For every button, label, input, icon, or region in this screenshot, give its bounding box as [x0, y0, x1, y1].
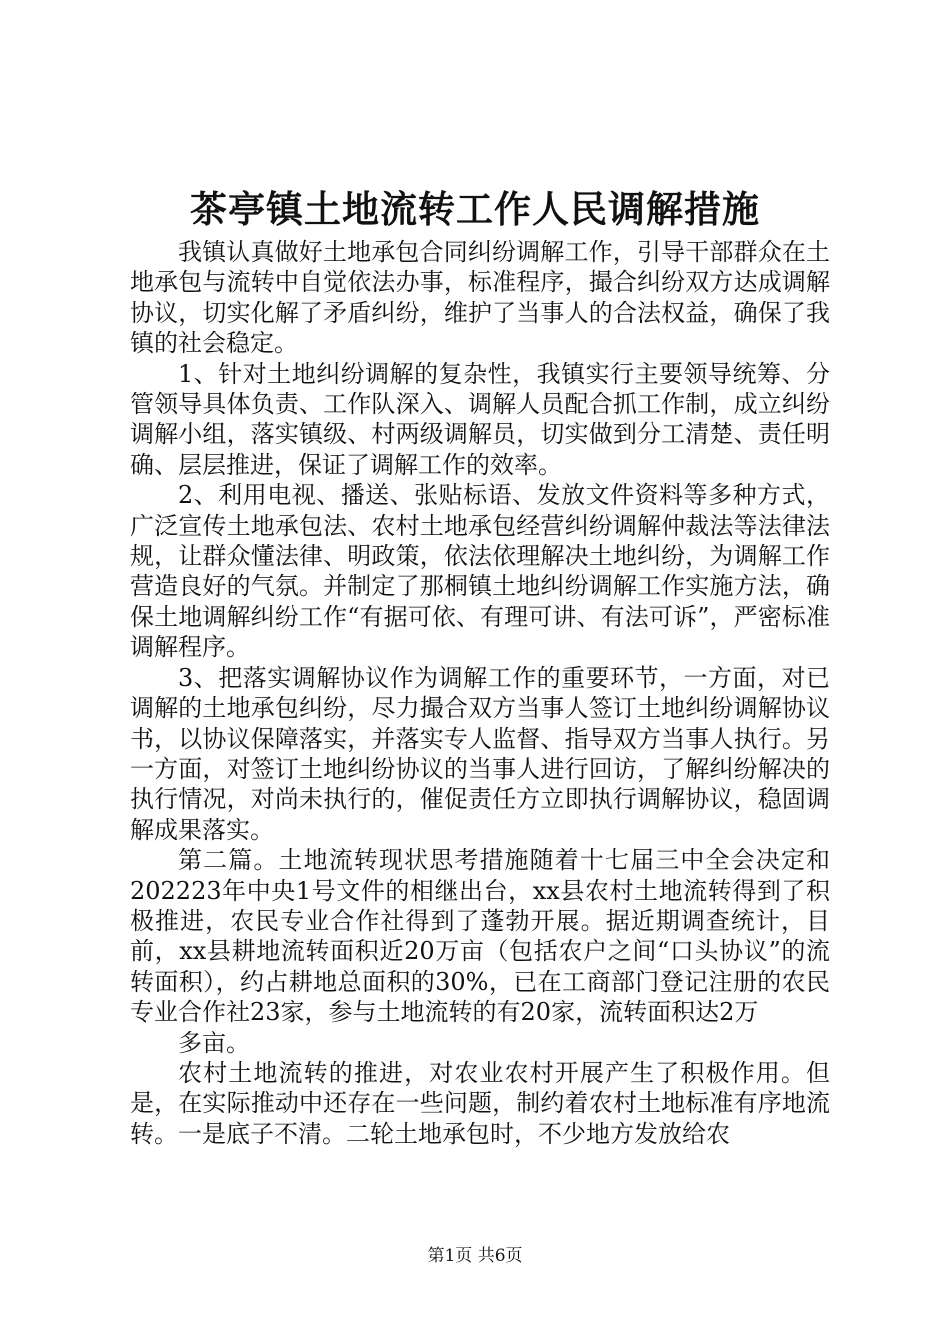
- document-body: [130, 237, 830, 1149]
- paragraph-intro: 我镇认真做好土地承包合同纠纷调解工作，引导干部群众在土地承包与流转中自觉依法办事，标准程序，撮合纠纷双方达成调解协议，切实化解了矛盾纠纷，维护了当事人的合法权益，确保了我镇的社会稳定。: [130, 238, 830, 358]
- paragraph-measure-3: 3、把落实调解协议作为调解工作的重要环节，一方面，对已调解的土地承包纠纷，尽力撮合双方当事人签订土地纠纷调解协议书，以协议保障落实，并落实专人监督、指导双方当事人执行。另一方面，对签订土地纠纷协议的当事人进行回访，了解纠纷解决的执行情况，对尚未执行的，催促责任方立即执行调解协议，稳固调解成果落实。: [130, 663, 830, 844]
- paragraph-continuation: 多亩。: [178, 1028, 250, 1057]
- document-title: 茶亭镇土地流转工作人民调解措施: [190, 187, 760, 231]
- paragraph-measure-2: 2、利用电视、播送、张贴标语、发放文件资料等多种方式，广泛宣传土地承包法、农村土地承包经营纠纷调解仲裁法等法律法规，让群众懂法律、明政策，依法依理解决土地纠纷，为调解工作营造良好的气氛。并制定了那桐镇土地纠纷调解工作实施方法，确保土地调解纠纷工作“有据可依、有理可讲、有法可诉”，严密标准调解程序。: [130, 481, 830, 662]
- paragraph-measure-1: 1、针对土地纠纷调解的复杂性，我镇实行主要领导统筹、分管领导具体负责、工作队深入、调解人员配合抓工作制，成立纠纷调解小组，落实镇级、村两级调解员，切实做到分工清楚、责任明确、层层推进，保证了调解工作的效率。: [130, 359, 830, 479]
- paragraph-problems: 农村土地流转的推进，对农业农村开展产生了积极作用。但是，在实际推动中还存在一些问题，制约着农村土地标准有序地流转。一是底子不清。二轮土地承包时，不少地方发放给农: [130, 1058, 830, 1148]
- page-footer: 第1页 共6页: [427, 1246, 523, 1266]
- paragraph-part-two: 第二篇。土地流转现状思考措施随着十七届三中全会决定和202223年中央1号文件的相继出台，xx县农村土地流转得到了积极推进，农民专业合作社得到了蓬勃开展。据近期调查统计，目前，xx县耕地流转面积近20万亩（包括农户之间“口头协议”的流转面积），约占耕地总面积的30%，已在工商部门登记注册的农民专业合作社23家，参与土地流转的有20家，流转面积达2万: [130, 846, 830, 1027]
